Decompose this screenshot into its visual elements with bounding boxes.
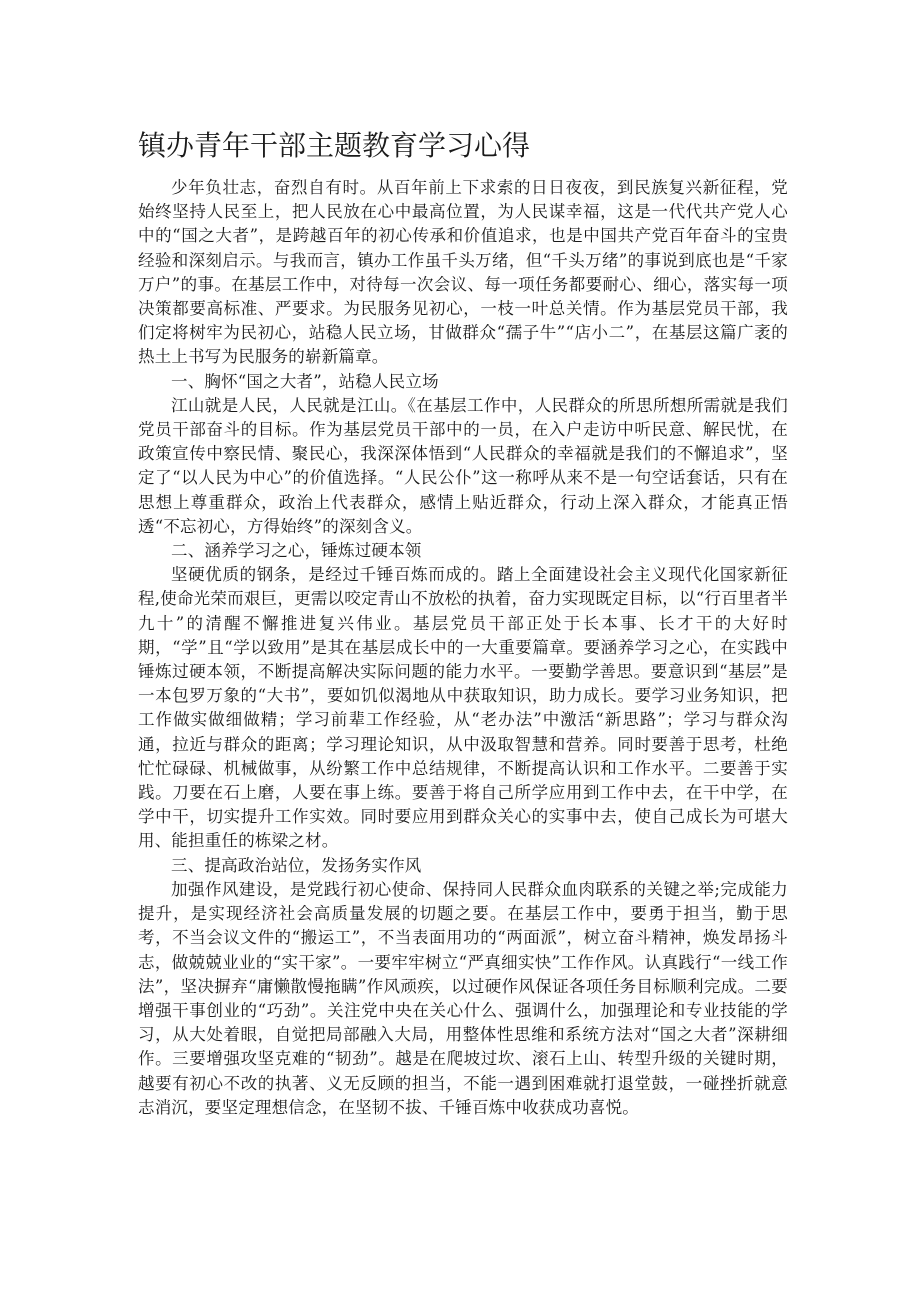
section-heading-1: 一、胸怀“国之大者”，站稳人民立场 — [171, 371, 439, 391]
document-page — [138, 126, 788, 1120]
section-body-1: 江山就是人民，人民就是江山。《在基层工作中，人民群众的所思所想所需就是我们党员干部奋斗的目标。作为基层党员干部中的一员，在入户走访中听民意、解民忧，在政策宣传中察民情、聚民心，我深深体悟到“人民群众的幸福就是我们的不懈追求”，坚定了“以人民为中心”的价值选择。“人民公仆”这一称呼从来不是一句空话套话，只有在思想上尊重群众，政治上代表群众，感情上贴近群众，行动上深入群众，才能真正悟透“不忘初心，方得始终”的深刻含义。 — [138, 395, 788, 536]
document-title: 镇办青年干部主题教育学习心得 — [138, 129, 531, 162]
section-body-3: 加强作风建设，是党践行初心使命、保持同人民群众血肉联系的关键之举;完成能力提升，是实现经济社会高质量发展的切题之要。在基层工作中，要勇于担当，勤于思考，不当会议文件的“搬运工”，不当表面用功的“两面派”，树立奋斗精神，焕发昂扬斗志，做兢兢业业的“实干家”。一要牢牢树立“严真细实快”工作作风。认真践行“一线工作法”，坚决摒弃“庸懒散慢拖瞒”作风顽疾，以过硬作风保证各项任务目标顺利完成。二要增强干事创业的“巧劲”。关注党中央在关心什么、强调什么，加强理论和专业技能的学习，从大处着眼，自觉把局部融入大局，用整体性思维和系统方法对“国之大者”深耕细作。三要增强攻坚克难的“韧劲”。越是在爬坡过坎、滚石上山、转型升级的关键时期，越要有初心不改的执著、义无反顾的担当，不能一遇到困难就打退堂鼓，一碰挫折就意志消沉，要坚定理想信念，在坚韧不拔、千锤百炼中收获成功喜悦。 — [138, 879, 788, 1117]
intro-paragraph: 少年负壮志，奋烈自有时。从百年前上下求索的日日夜夜，到民族复兴新征程，党始终坚持人民至上，把人民放在心中最高位置，为人民谋幸福，这是一代代共产党人心中的“国之大者”，是跨越百年的初心传承和价值追求，也是中国共产党百年奋斗的宝贵经验和深刻启示。与我而言，镇办工作虽千头万绪，但“千头万绪”的事说到底也是“千家万户”的事。在基层工作中，对待每一次会议、每一项任务都要耐心、细心，落实每一项决策都要高标准、严要求。为民服务见初心，一枝一叶总关情。作为基层党员干部，我们定将树牢为民初心，站稳人民立场，甘做群众“孺子牛”“店小二”，在基层这篇广袤的热土上书写为民服务的崭新篇章。 — [138, 178, 788, 367]
section-heading-2: 二、涵养学习之心，锤炼过硬本领 — [171, 541, 422, 561]
section-heading-3: 三、提高政治站位，发扬务实作风 — [171, 855, 422, 875]
section-body-2: 坚硬优质的钢条，是经过千锤百炼而成的。踏上全面建设社会主义现代化国家新征程,使命光荣而艰巨，更需以咬定青山不放松的执着，奋力实现既定目标，以“行百里者半九十”的清醒不懈推进复兴伟业。基层党员干部正处于长本事、长才干的大好时期，“学”且“学以致用”是其在基层成长中的一大重要篇章。要涵养学习之心，在实践中锤炼过硬本领，不断提高解决实际问题的能力水平。一要勤学善思。要意识到“基层”是一本包罗万象的“大书”，要如饥似渴地从中获取知识，助力成长。要学习业务知识，把工作做实做细做精；学习前辈工作经验，从“老办法”中激活“新思路”；学习与群众沟通，拉近与群众的距离；学习理论知识，从中汲取智慧和营养。同时要善于思考，杜绝忙忙碌碌、机械做事，从纷繁工作中总结规律，不断提高认识和工作水平。二要善于实践。刀要在石上磨，人要在事上练。要善于将自己所学应用到工作中去，在干中学，在学中干，切实提升工作实效。同时要应用到群众关心的实事中去，使自己成长为可堪大用、能担重任的栋梁之材。 — [138, 565, 788, 851]
